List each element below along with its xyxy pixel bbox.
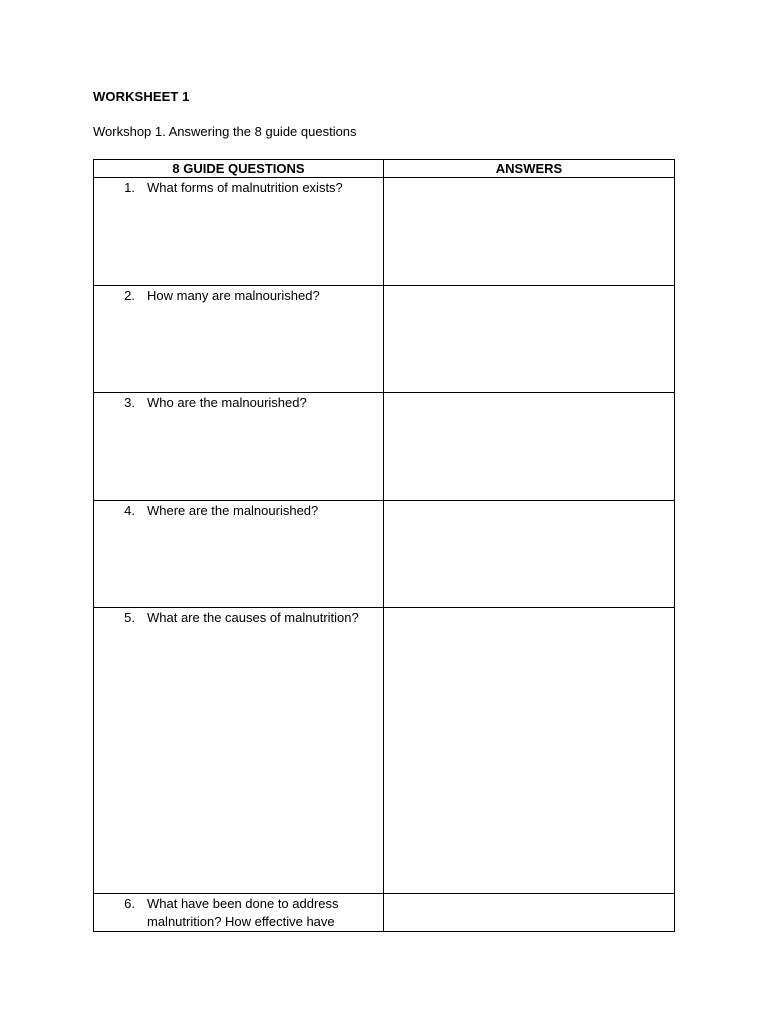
answer-cell[interactable] [384,894,675,932]
question-text: Who are the malnourished? [147,395,307,410]
question-text: How many are malnourished? [147,288,320,303]
question-text: Where are the malnourished? [147,503,319,518]
table-row [94,393,675,501]
question-number: 4. [124,503,135,518]
question-number: 2. [124,288,135,303]
question-number: 6. [124,896,135,911]
table-row [94,608,675,894]
question-number: 1. [124,180,135,195]
table-row [94,178,675,286]
table-row [94,501,675,608]
question-text: What are the causes of malnutrition? [147,610,359,625]
column-header-answers: ANSWERS [384,160,675,178]
worksheet-subtitle: Workshop 1. Answering the 8 guide questions [93,124,357,139]
answer-cell[interactable] [384,608,675,894]
question-cell [94,178,384,286]
question-text: What have been done to address malnutrition? How effective have [147,896,339,929]
question-number: 3. [124,395,135,410]
question-number: 5. [124,610,135,625]
question-cell [94,608,384,894]
answer-cell[interactable] [384,393,675,501]
answer-cell[interactable] [384,501,675,608]
worksheet-title: WORKSHEET 1 [93,89,190,104]
question-cell [94,501,384,608]
table-header-row [94,160,675,178]
question-text: What forms of malnutrition exists? [147,180,343,195]
column-header-questions: 8 GUIDE QUESTIONS [94,160,384,178]
question-cell [94,894,384,932]
question-cell [94,393,384,501]
table-row [94,286,675,393]
answer-cell[interactable] [384,286,675,393]
question-cell [94,286,384,393]
guide-questions-table [93,159,675,932]
table-row [94,894,675,932]
answer-cell[interactable] [384,178,675,286]
